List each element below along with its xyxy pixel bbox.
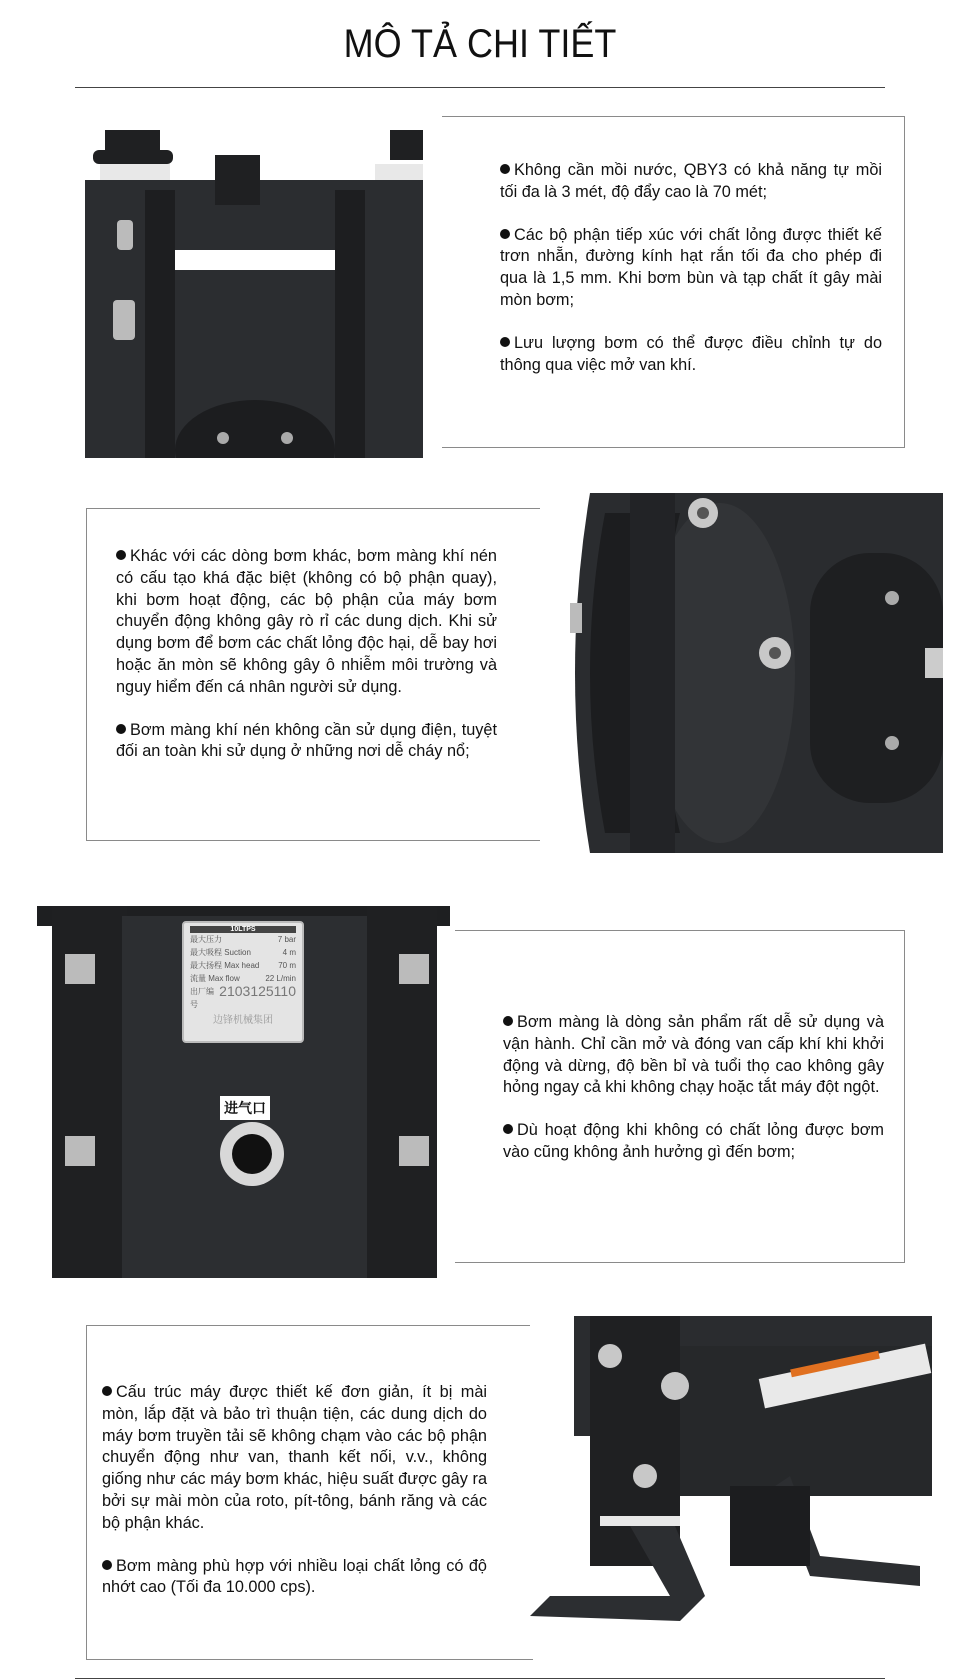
nameplate-label: 流量 Max flow <box>190 974 240 983</box>
nameplate-row <box>190 933 296 946</box>
bullet-item <box>503 1120 884 1164</box>
bullet-item <box>500 225 882 312</box>
nameplate-label: 最大扬程 Max head <box>190 961 260 970</box>
bullet-item <box>116 720 497 764</box>
nameplate-serial-row <box>190 985 296 1011</box>
pump-base-photo <box>530 1316 932 1636</box>
nameplate-row <box>190 946 296 959</box>
bullet-item <box>102 1382 487 1535</box>
nameplate-model: 10LTPS <box>190 926 296 933</box>
bullet-text: Bơm màng là dòng sản phẩm rất dễ sử dụng và vận hành. Chỉ cần mở và đóng van cấp khí khi khởi động và dừng, độ bền bỉ và tuổi thọ cao không gây hỏng ngay cả khi không chạy hoặc tắt máy đột ngột. <box>503 1013 884 1097</box>
bullet-item <box>116 546 497 699</box>
nameplate-value: 7 bar <box>277 935 296 944</box>
nameplate-label: 最大压力 <box>190 935 222 944</box>
nameplate-serial: 2103125110 <box>219 983 296 999</box>
bullet-icon <box>102 1560 112 1570</box>
page-title: MÔ TẢ CHI TIẾT <box>343 22 617 66</box>
bullet-item <box>503 1012 884 1099</box>
bullet-item <box>500 333 882 377</box>
description-text-1 <box>500 160 882 397</box>
bullet-text: Khác với các dòng bơm khác, bơm màng khí nén có cấu tạo khá đặc biệt (không có bộ phận quay), khi bơm hoạt động, các bộ phận của máy bơm chuyển động không gây rò rỉ các dung dịch. Khi sử dụng bơm để bơm các chất lỏng độc hại, dễ bay hơi hoặc ăn mòn sẽ không gây ô nhiễm môi trường và nguy hiểm đến cá nhân người sử dụng. <box>116 547 497 696</box>
pump-front-photo <box>37 906 450 1278</box>
bullet-icon <box>503 1016 513 1026</box>
bullet-item <box>102 1556 487 1600</box>
nameplate-row <box>190 959 296 972</box>
bullet-text: Không cần mồi nước, QBY3 có khả năng tự mồi tối đa là 3 mét, độ đẩy cao là 70 mét; <box>500 161 882 201</box>
bullet-icon <box>116 550 126 560</box>
bullet-icon <box>500 164 510 174</box>
bullet-item <box>500 160 882 204</box>
bullet-text: Cấu trúc máy được thiết kế đơn giản, ít bị mài mòn, lắp đặt và bảo trì thuận tiện, các dung dịch do máy bơm truyền tải sẽ không chạm vào các bộ phận chuyển động như van, thanh kết nối, v.v., không giống như các máy bơm khác, hiệu suất được gây ra bởi sự mài mòn của roto, pít-tông, bánh răng và các bộ phận khác. <box>102 1383 487 1532</box>
pump-top-photo <box>75 130 423 458</box>
bullet-text: Các bộ phận tiếp xúc với chất lỏng được thiết kế trơn nhẵn, đường kính hạt rắn tối đa cho phép đi qua là 1,5 mm. Khi bơm bùn và tạp chất ít gây mài mòn bơm; <box>500 225 882 309</box>
bullet-text: Bơm màng khí nén không cần sử dụng điện, tuyệt đối an toàn khi sử dụng ở những nơi dễ cháy nổ; <box>116 720 497 761</box>
description-text-4 <box>102 1382 487 1620</box>
description-text-3 <box>503 1012 884 1185</box>
bottom-divider <box>75 1678 885 1679</box>
title-divider <box>75 87 885 88</box>
description-text-2 <box>116 546 497 784</box>
bullet-icon <box>503 1124 513 1134</box>
air-inlet-label: 进气口 <box>220 1096 270 1120</box>
nameplate-label: 最大吸程 Suction <box>190 948 251 957</box>
bullet-icon <box>102 1386 112 1396</box>
nameplate-value: 4 m <box>282 948 296 957</box>
bullet-text: Bơm màng phù hợp với nhiều loại chất lỏng có độ nhớt cao (Tối đa 10.000 cps). <box>102 1556 487 1597</box>
pump-side-photo <box>570 493 943 853</box>
nameplate <box>182 921 304 1043</box>
nameplate-serial-label: 出厂编号 <box>190 987 214 1009</box>
bullet-icon <box>500 337 510 347</box>
nameplate-maker: 边锋机械集团 <box>213 1015 273 1026</box>
bullet-icon <box>500 229 510 239</box>
bullet-icon <box>116 724 126 734</box>
bullet-text: Dù hoạt động khi không có chất lỏng được bơm vào cũng không ảnh hưởng gì đến bơm; <box>503 1121 884 1161</box>
nameplate-value: 22 L/min <box>265 974 296 983</box>
bullet-text: Lưu lượng bơm có thể được điều chỉnh tự do thông qua việc mở van khí. <box>500 333 882 374</box>
nameplate-value: 70 m <box>278 961 296 970</box>
